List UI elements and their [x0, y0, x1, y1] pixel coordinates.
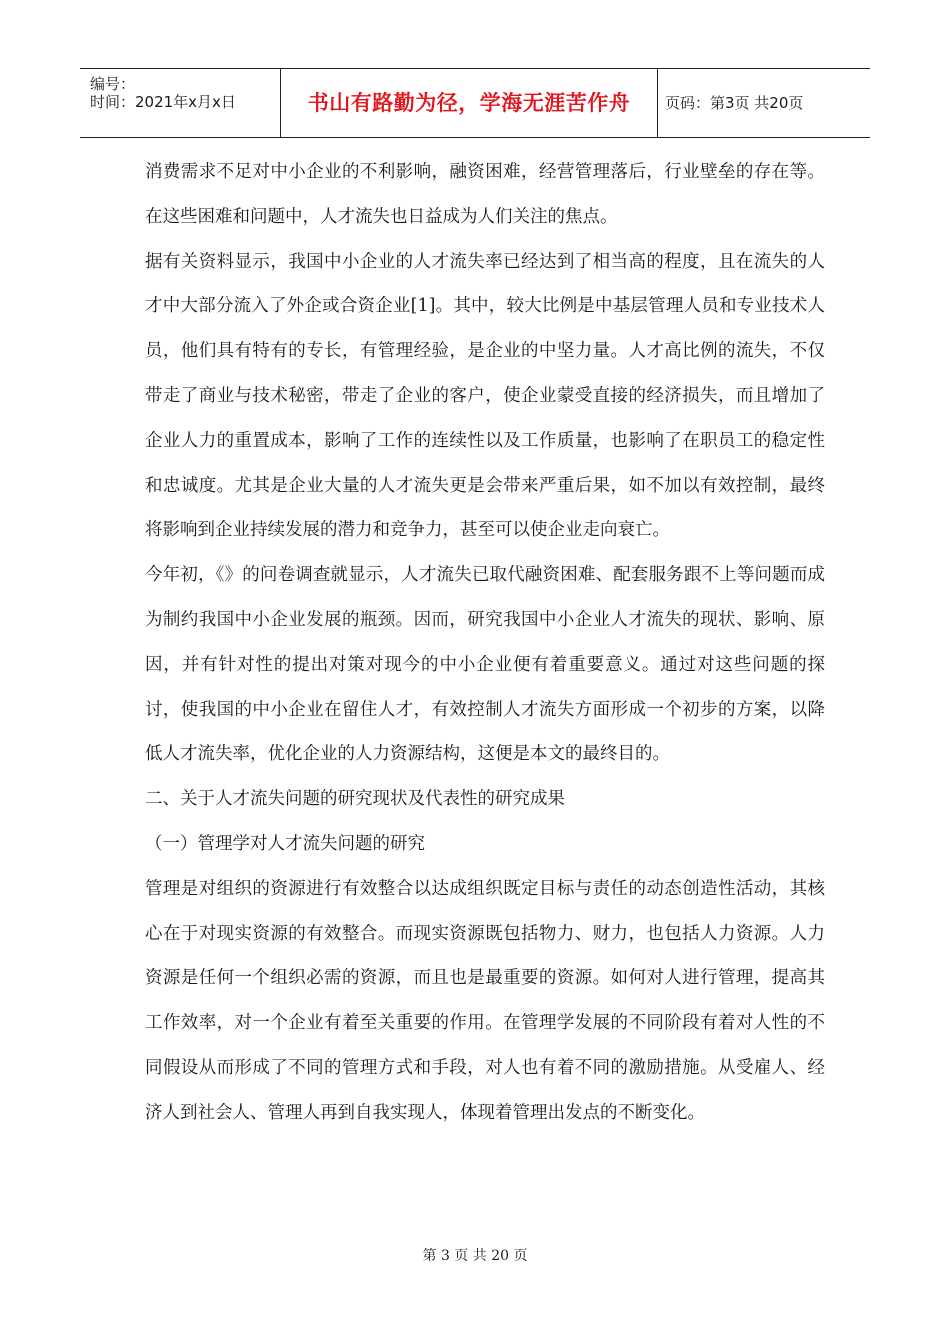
- paragraph: 据有关资料显示，我国中小企业的人才流失率已经达到了相当高的程度，且在流失的人才中大部分流入了外企或合资企业[1]。其中，较大比例是中基层管理人员和专业技术人员，他们具有特有的专长，有管理经验，是企业的中坚力量。人才高比例的流失，不仅带走了商业与技术秘密，带走了企业的客户，使企业蒙受直接的经济损失，而且增加了企业人力的重置成本，影响了工作的连续性以及工作质量，也影响了在职员工的稳定性和忠诚度。尤其是企业大量的人才流失更是会带来严重后果，如不加以有效控制，最终将影响到企业持续发展的潜力和竞争力，甚至可以使企业走向衰亡。: [145, 251, 825, 541]
- time-label: 时间：2021年x月x日: [90, 93, 236, 111]
- number-label: 编号：: [90, 75, 136, 93]
- header-meta: [80, 69, 280, 137]
- paragraph: 消费需求不足对中小企业的不利影响，融资困难，经营管理落后，行业壁垒的存在等。在这些困难和问题中，人才流失也日益成为人们关注的焦点。: [145, 162, 825, 227]
- header-motto: 书山有路勤为径，学海无涯苦作舟: [307, 91, 631, 115]
- paragraph: 管理是对组织的资源进行有效整合以达成组织既定目标与责任的动态创造性活动，其核心在于对现实资源的有效整合。而现实资源既包括物力、财力，也包括人力资源。人力资源是任何一个组织必需的资源，而且也是最重要的资源。如何对人进行管理，提高其工作效率，对一个企业有着至关重要的作用。在管理学发展的不同阶段有着对人性的不同假设从而形成了不同的管理方式和手段，对人也有着不同的激励措施。从受雇人、经济人到社会人、管理人再到自我实现人，体现着管理出发点的不断变化。: [145, 878, 825, 1123]
- page-footer: 第 3 页 共 20 页: [422, 1248, 528, 1264]
- subsection-heading: （一）管理学对人才流失问题的研究: [145, 833, 425, 854]
- document-header: [80, 68, 870, 138]
- header-page-info: 页码：第3页 共20页: [665, 94, 804, 112]
- paragraph: 今年初，《》的问卷调查就显示，人才流失已取代融资困难、配套服务跟不上等问题而成为制约我国中小企业发展的瓶颈。因而，研究我国中小企业人才流失的现状、影响、原因，并有针对性的提出对策对现今的中小企业便有着重要意义。通过对这些问题的探讨，使我国的中小企业在留住人才，有效控制人才流失方面形成一个初步的方案，以降低人才流失率，优化企业的人力资源结构，这便是本文的最终目的。: [145, 565, 825, 765]
- section-heading: 二、关于人才流失问题的研究现状及代表性的研究成果: [145, 789, 565, 810]
- header-divider: [657, 69, 658, 137]
- document-body: [145, 150, 825, 1136]
